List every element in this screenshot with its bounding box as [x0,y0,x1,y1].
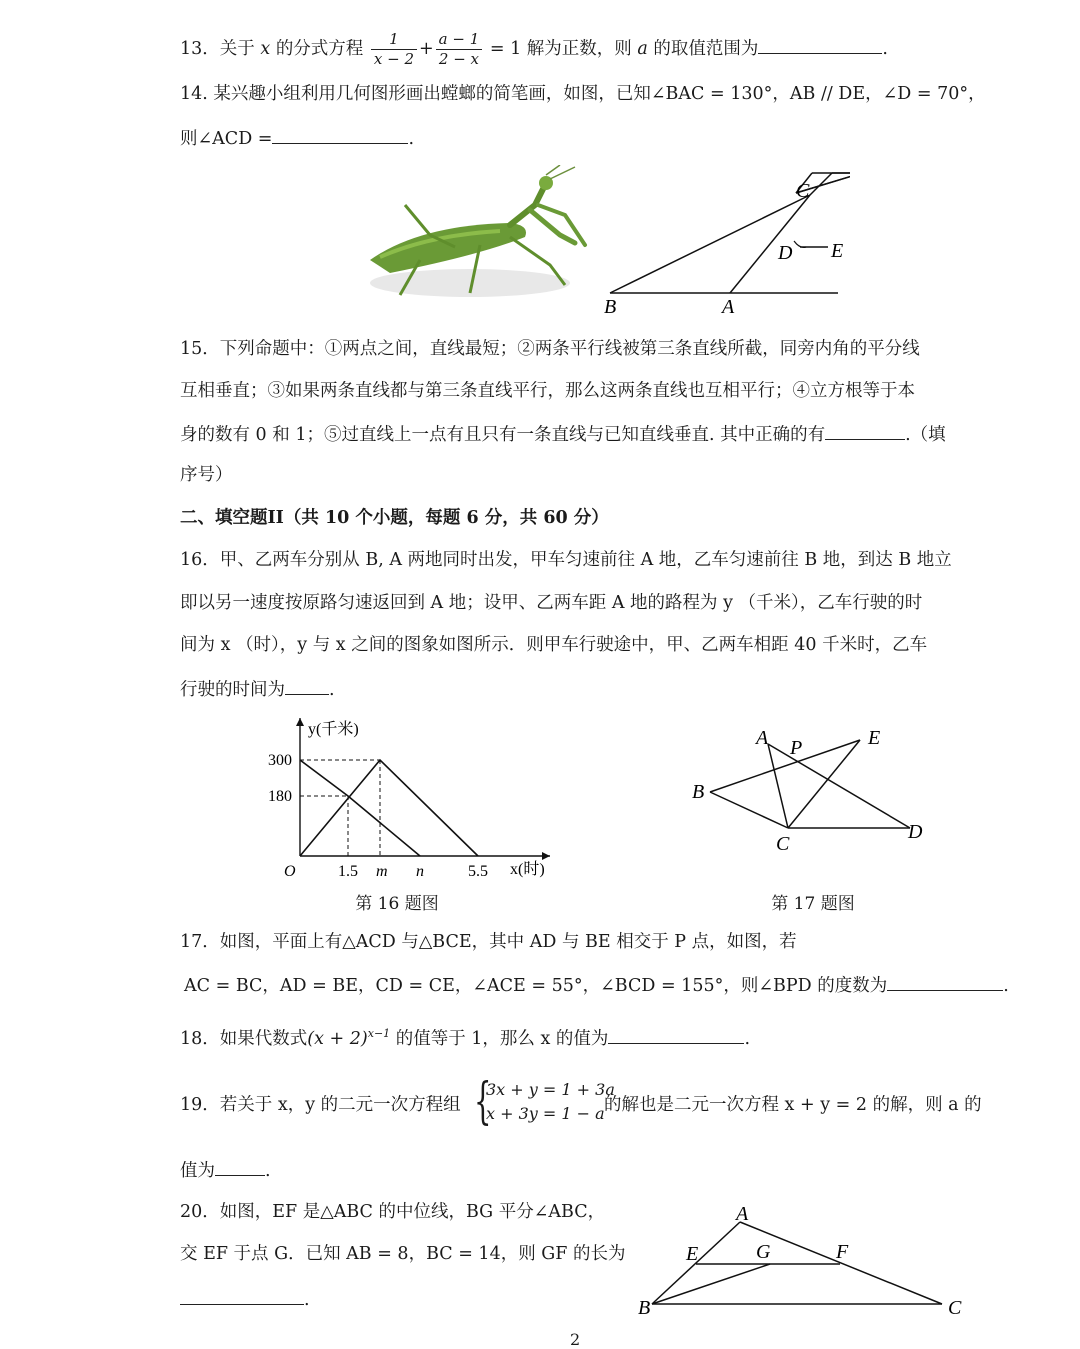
y-tick-label: 180 [268,788,292,805]
answer-blank[interactable] [215,1157,265,1176]
y-axis-label: y(千米) [308,721,359,738]
question-20-line3: . [180,1286,310,1312]
question-16-line4: 行驶的时间为 . [180,676,335,702]
label-C: C [948,1297,962,1319]
section-title: 二、填空题II（共 10 个小题，每题 6 分，共 60 分） [180,508,609,528]
label-F: F [836,1241,849,1263]
label-A: A [722,296,735,315]
question-14-line1: 14. 某兴趣小组利用几何图形画出螳螂的简笔画，如图，已知∠BAC = 130°，AB // DE，∠D = 70°， [180,84,986,104]
answer-blank[interactable] [825,421,905,440]
page-number: 2 [570,1330,581,1349]
x-tick-label: 1.5 [338,863,358,880]
answer-blank[interactable] [180,1286,304,1305]
answer-blank[interactable] [272,125,408,144]
question-15-line1: 15．下列命题中：①两点之间，直线最短；②两条平行线被第三条直线所截，同旁内角的平分线 [180,339,920,359]
fraction-2: $\frac{a - 1}{2 - x}$ [436,30,483,69]
label-C: C [776,833,790,855]
label-B: B [638,1297,651,1319]
label-E: E [831,240,844,262]
answer-blank[interactable] [758,35,882,54]
label-B: B [604,296,617,315]
question-20-line1: 20．如图，EF 是△ABC 的中位线，BG 平分∠ABC， [180,1202,606,1222]
question-19-line2: 值为 . [180,1157,271,1183]
q17-figure [688,722,938,862]
x-tick-label: 5.5 [468,863,488,880]
question-19-suffix: 的解也是二元一次方程 x + y = 2 的解，则 a 的 [604,1095,982,1115]
label-P: P [790,737,803,759]
label-D: D [908,821,923,843]
label-E: E [686,1243,699,1265]
q16-chart [262,712,562,882]
question-16-line2: 即以另一速度按原路匀速返回到 A 地；设甲、乙两车距 A 地的路程为 y （千米），乙车行驶的时 [180,593,923,613]
mantis-image [360,165,600,315]
fraction-1: $\frac{1}{x - 2}$ [371,30,417,69]
question-16-line3: 间为 x （时），y 与 x 之间的图象如图所示．则甲车行驶途中，甲、乙两车相距 40 千米时，乙车 [180,635,928,655]
label-E: E [868,727,881,749]
series-line-1 [300,760,420,856]
answer-blank[interactable] [285,676,329,695]
x-tick-label: n [416,863,424,880]
question-20-line2: 交 EF 于点 G．已知 AB = 8，BC = 14，则 GF 的长为 [180,1244,626,1264]
question-15-line4: 序号） [180,465,233,485]
label-D: D [778,242,793,264]
question-14-line2: 则∠ACD = . [180,125,414,151]
brace-icon: { [474,1072,492,1130]
label-A: A [736,1203,749,1225]
answer-blank[interactable] [608,1025,744,1044]
equation-system: 3x + y = 1 + 3a x + 3y = 1 − a [486,1080,615,1123]
label-B: B [692,781,705,803]
question-17-line1: 17．如图，平面上有△ACD 与△BCE，其中 AD 与 BE 相交于 P 点，如图，若 [180,932,797,952]
question-19-prefix: 19．若关于 x，y 的二元一次方程组 [180,1095,461,1115]
question-17-line2: AC = BC，AD = BE，CD = CE，∠ACE = 55°，∠BCD = 155°，则∠BPD 的度数为 . [184,972,1009,998]
x-axis-label: x(时) [510,861,545,878]
label-G: G [756,1241,771,1263]
caption-17: 第 17 题图 [771,894,855,914]
q14-figure [600,165,850,315]
answer-blank[interactable] [887,972,1003,991]
question-18: 18．如果代数式$(x + 2)^{x-1}$ 的值等于 1，那么 x 的值为 . [180,1022,750,1051]
q20-figure [630,1202,970,1320]
label-C: C [796,180,810,202]
label-A: A [756,727,769,749]
question-15-line3: 身的数有 0 和 1；⑤过直线上一点有且只有一条直线与已知直线垂直. 其中正确的有 .（填 [180,421,946,447]
question-15-line2: 互相垂直；③如果两条直线都与第三条直线平行，那么这两条直线也互相平行；④立方根等于本 [180,381,915,401]
caption-16: 第 16 题图 [355,894,439,914]
y-tick-label: 300 [268,752,292,769]
question-16-line1: 16．甲、乙两车分别从 B, A 两地同时出发，甲车匀速前往 A 地，乙车匀速前往 B 地，到达 B 地立 [180,550,952,570]
x-tick-label: m [376,863,388,880]
question-13: 13．关于 x 的分式方程 $\frac{1}{x - 2}$ + $\frac{a - 1}{2 - x}$ = 1 解为正数，则 a 的取值范围为 . [180,30,888,68]
series-line-2 [300,760,478,856]
origin-label: O [284,863,296,880]
